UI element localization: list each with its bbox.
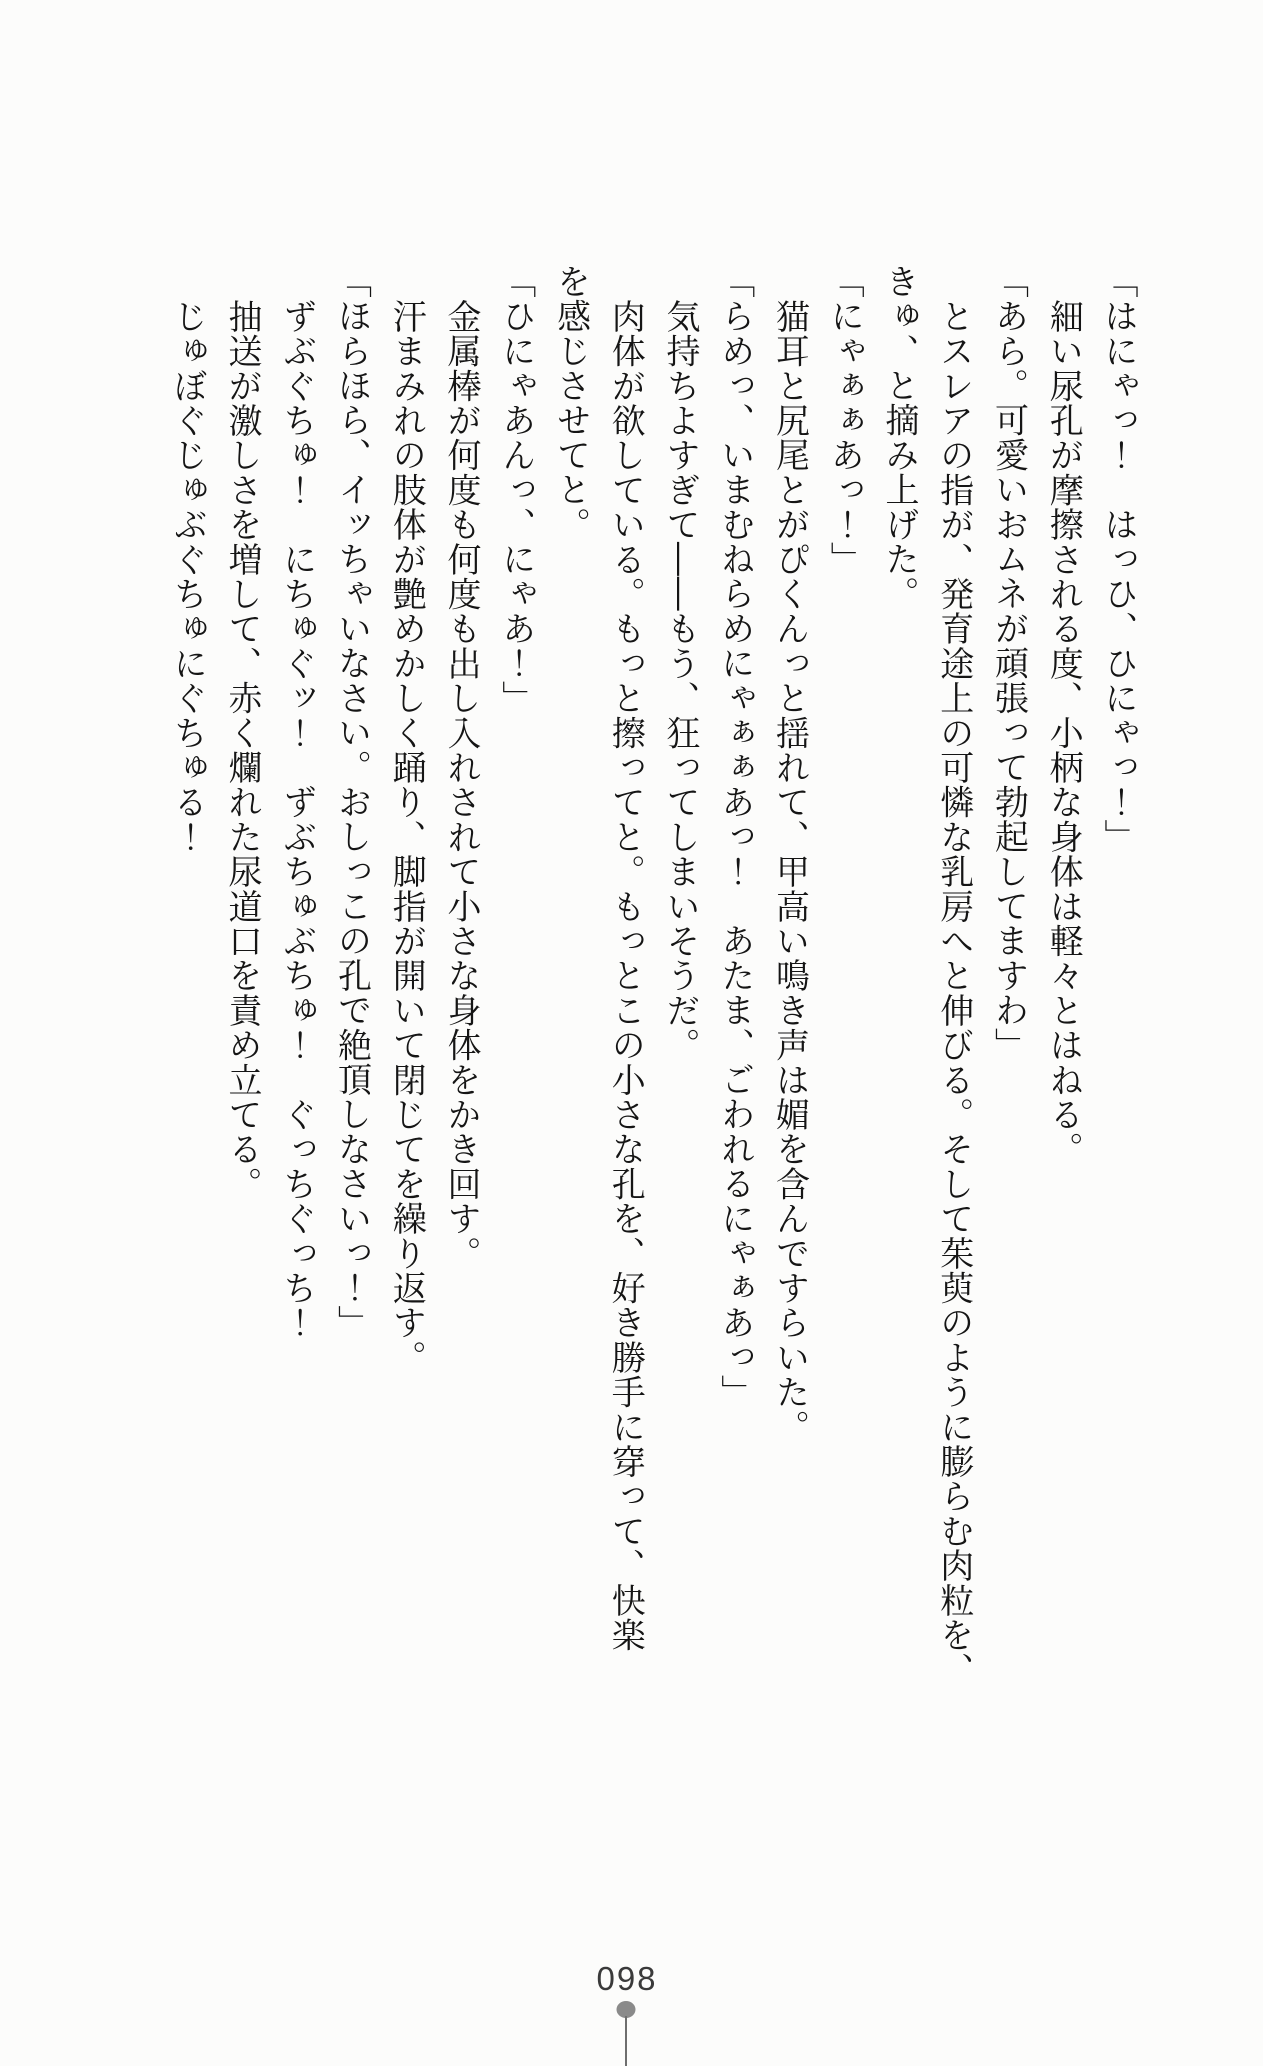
text-line: 抽送が激しさを増して、赤く爛れた尿道口を責め立てる。 (222, 298, 262, 1201)
text-line: 「ひにゃあんっ、にゃあ！」 (495, 264, 536, 716)
text-line: 「らめっ、いまむねらめにゃぁぁあっ！ あたま、ごわれるにゃぁあっ」 (714, 264, 755, 1410)
text-line: 金属棒が何度も何度も出し入れされて小さな身体をかき回す。 (441, 298, 481, 1271)
text-line: を感じさせてと。 (550, 264, 591, 542)
page-number: 098 (596, 1960, 658, 1997)
text-line: 肉体が欲している。もっと擦ってと。もっとこの小さな孔を、好き勝手に穿って、快楽 (605, 298, 646, 1652)
text-line: 猫耳と尻尾とがぴくんっと揺れて、甲高い鳴き声は媚を含んですらいた。 (769, 298, 810, 1444)
text-line: 「ほらほら、イッちゃいなさい。おしっこの孔で絶頂しなさいっ！」 (331, 264, 372, 1340)
text-line: きゅ、と摘み上げた。 (879, 264, 919, 611)
footer-rule (625, 2016, 627, 2066)
text-line: 気持ちよすぎて――もう、狂ってしまいそうだ。 (660, 298, 700, 1063)
text-line: 「にゃぁぁあっ！」 (824, 264, 865, 577)
text-line: じゅぼぐじゅぶぐちゅにぐちゅる！ (167, 298, 208, 854)
text-line: とスレアの指が、発育途上の可憐な乳房へと伸びる。そして茱萸のように膨らむ肉粒を、 (933, 298, 974, 1687)
text-line: 汗まみれの肢体が艶めかしく踊り、脚指が開いて閉じてを繰り返す。 (386, 298, 427, 1375)
text-line: 細い尿孔が摩擦される度、小柄な身体は軽々とはねる。 (1043, 298, 1084, 1167)
page-text (160, 264, 1146, 1687)
text-line: 「はにゃっ！ はっひ、ひにゃっ！」 (1098, 264, 1138, 854)
text-line: ずぶぐちゅ！ にちゅぐッ！ ずぶちゅぶちゅ！ ぐっちぐっち！ (276, 298, 317, 1340)
text-line: 「あら。可愛いおムネが頑張って勃起してますわ」 (988, 264, 1029, 1063)
